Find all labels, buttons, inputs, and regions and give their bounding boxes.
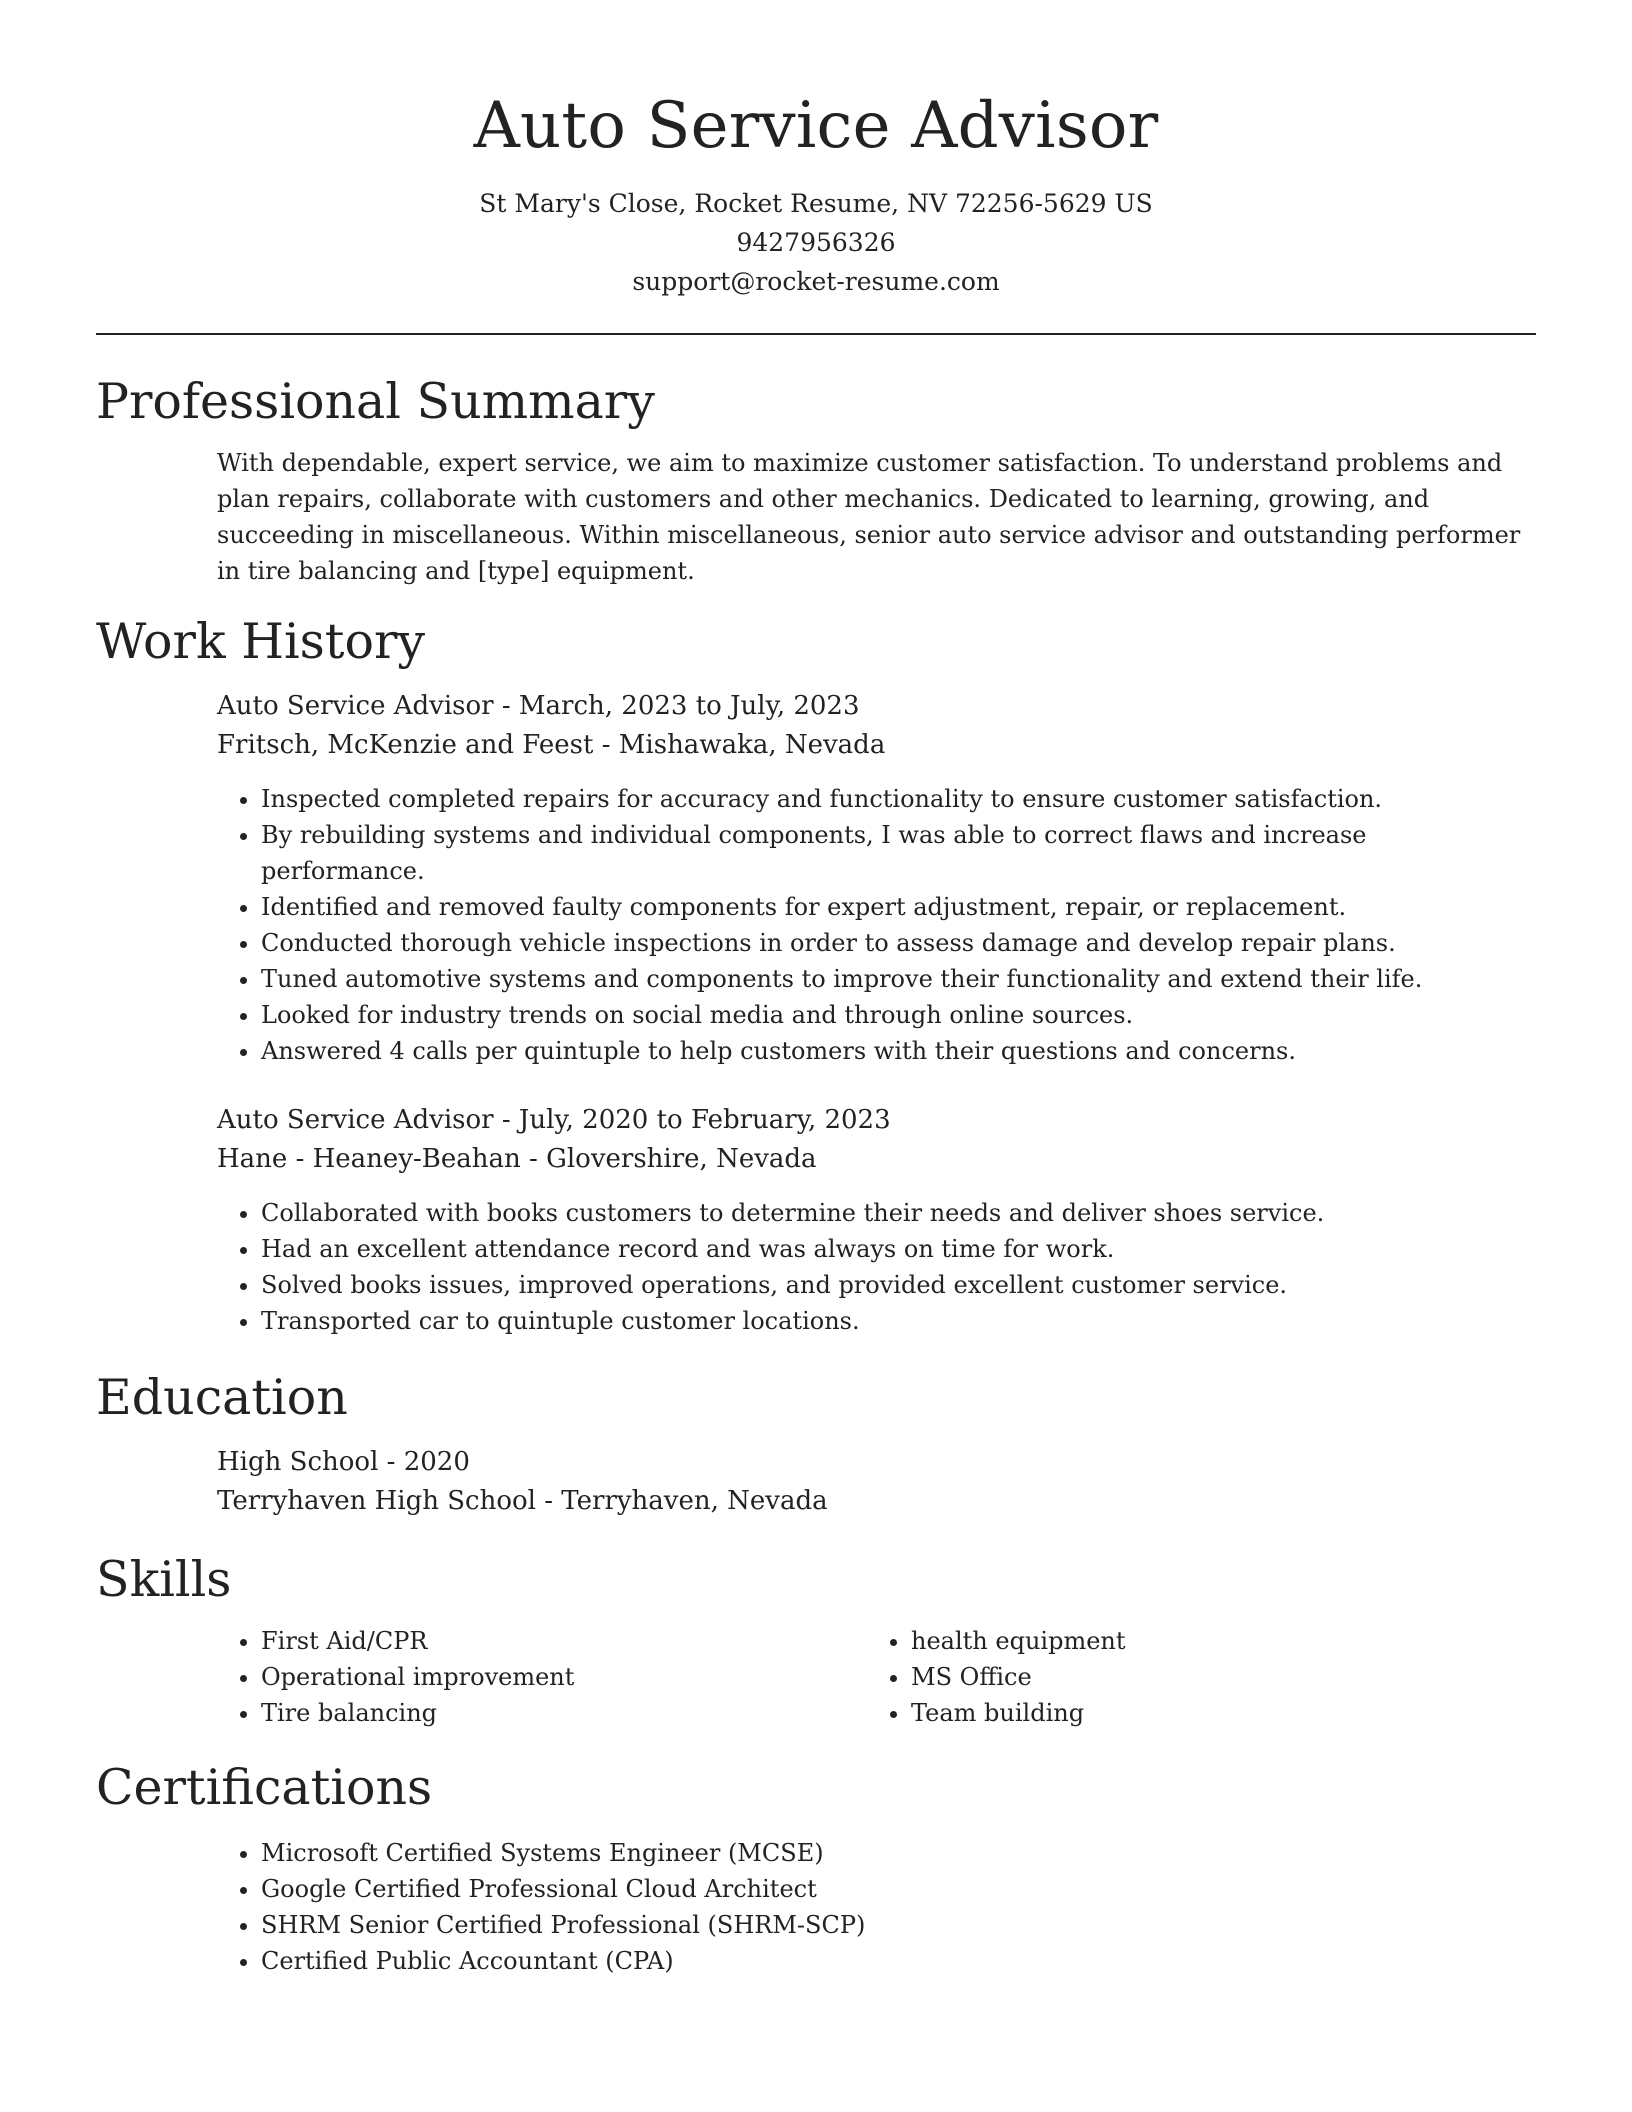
list-item: • Identified and removed faulty components for expert adjustment, repair, or replacement. bbox=[261, 889, 1536, 925]
list-item: • First Aid/CPR bbox=[261, 1623, 867, 1659]
contact-phone: 9427956326 bbox=[736, 228, 896, 257]
skills-section bbox=[96, 1623, 1536, 1731]
list-item: • Certified Public Accountant (CPA) bbox=[261, 1943, 1536, 1979]
skills-list-left bbox=[217, 1623, 867, 1731]
education-location: - Terryhaven, Nevada bbox=[535, 1486, 828, 1516]
list-item: • Team building bbox=[911, 1695, 1517, 1731]
contact-block bbox=[96, 184, 1536, 301]
list-item: • Collaborated with books customers to determine their needs and deliver shoes service. bbox=[261, 1195, 1536, 1231]
list-item: • Solved books issues, improved operations, and provided excellent customer service. bbox=[261, 1267, 1536, 1303]
list-item: • Transported car to quintuple customer locations. bbox=[261, 1303, 1536, 1339]
section-title-summary: Professional Summary bbox=[96, 373, 655, 430]
list-item: • Conducted thorough vehicle inspections in order to assess damage and develop repair plans. bbox=[261, 925, 1536, 961]
job-title-line bbox=[217, 687, 1536, 726]
job-dates: - March, 2023 to July, 2023 bbox=[493, 691, 860, 721]
contact-address: St Mary's Close, Rocket Resume, NV 72256-5629 US bbox=[479, 189, 1153, 218]
job-bullets bbox=[217, 781, 1536, 1069]
summary-text: With dependable, expert service, we aim to maximize customer satisfaction. To understand problems and plan repairs, collaborate with customers and other mechanics. Dedicated to learning, growing, and succeeding in miscellaneous. Within miscellaneous, senior auto service advisor and outstanding performer in tire balancing and [type] equipment. bbox=[217, 449, 1521, 585]
resume-name: Auto Service Advisor bbox=[473, 89, 1159, 163]
job-company: Hane - Heaney-Beahan bbox=[217, 1144, 521, 1174]
section-title-work-history: Work History bbox=[96, 613, 426, 670]
header-divider bbox=[96, 333, 1536, 335]
list-item: • Answered 4 calls per quintuple to help customers with their questions and concerns. bbox=[261, 1033, 1536, 1069]
list-item: • Looked for industry trends on social media and through online sources. bbox=[261, 997, 1536, 1033]
summary-section bbox=[96, 445, 1536, 589]
education-degree-line bbox=[217, 1443, 1536, 1482]
list-item: • Operational improvement bbox=[261, 1659, 867, 1695]
list-item: • Inspected completed repairs for accuracy and functionality to ensure customer satisfaction. bbox=[261, 781, 1536, 817]
job-bullets bbox=[217, 1195, 1536, 1339]
education-degree: High School bbox=[217, 1447, 379, 1477]
certifications-section bbox=[96, 1835, 1536, 1979]
list-item: • Tire balancing bbox=[261, 1695, 867, 1731]
list-item: • Had an excellent attendance record and was always on time for work. bbox=[261, 1231, 1536, 1267]
skills-grid bbox=[217, 1623, 1536, 1731]
list-item: • By rebuilding systems and individual components, I was able to correct flaws and increase performance. bbox=[261, 817, 1536, 889]
section-title-certifications: Certifications bbox=[96, 1759, 433, 1816]
list-item: • health equipment bbox=[911, 1623, 1517, 1659]
skills-list-right bbox=[867, 1623, 1517, 1731]
list-item: • Microsoft Certified Systems Engineer (MCSE) bbox=[261, 1835, 1536, 1871]
job-role: Auto Service Advisor bbox=[217, 1105, 494, 1135]
work-history-section bbox=[96, 687, 1536, 1339]
job-title-line bbox=[217, 1101, 1536, 1140]
job-company-line bbox=[217, 726, 1536, 765]
education-section bbox=[96, 1443, 1536, 1521]
job-location: - Glovershire, Nevada bbox=[520, 1144, 817, 1174]
education-year: - 2020 bbox=[378, 1447, 470, 1477]
job-entry bbox=[217, 687, 1536, 1069]
education-school-line bbox=[217, 1482, 1536, 1521]
job-company: Fritsch, McKenzie and Feest bbox=[217, 730, 594, 760]
resume-header bbox=[96, 0, 1536, 301]
list-item: • Tuned automotive systems and components to improve their functionality and extend their life. bbox=[261, 961, 1536, 997]
job-entry bbox=[217, 1101, 1536, 1339]
job-role: Auto Service Advisor bbox=[217, 691, 494, 721]
section-title-skills: Skills bbox=[96, 1551, 232, 1608]
job-dates: - July, 2020 to February, 2023 bbox=[493, 1105, 891, 1135]
list-item: • SHRM Senior Certified Professional (SHRM-SCP) bbox=[261, 1907, 1536, 1943]
section-title-education: Education bbox=[96, 1369, 348, 1426]
job-location: - Mishawaka, Nevada bbox=[593, 730, 886, 760]
list-item: • Google Certified Professional Cloud Architect bbox=[261, 1871, 1536, 1907]
education-school: Terryhaven High School bbox=[217, 1486, 536, 1516]
list-item: • MS Office bbox=[911, 1659, 1517, 1695]
certifications-list bbox=[217, 1835, 1536, 1979]
job-company-line bbox=[217, 1140, 1536, 1179]
contact-email: support@rocket-resume.com bbox=[632, 267, 1000, 296]
